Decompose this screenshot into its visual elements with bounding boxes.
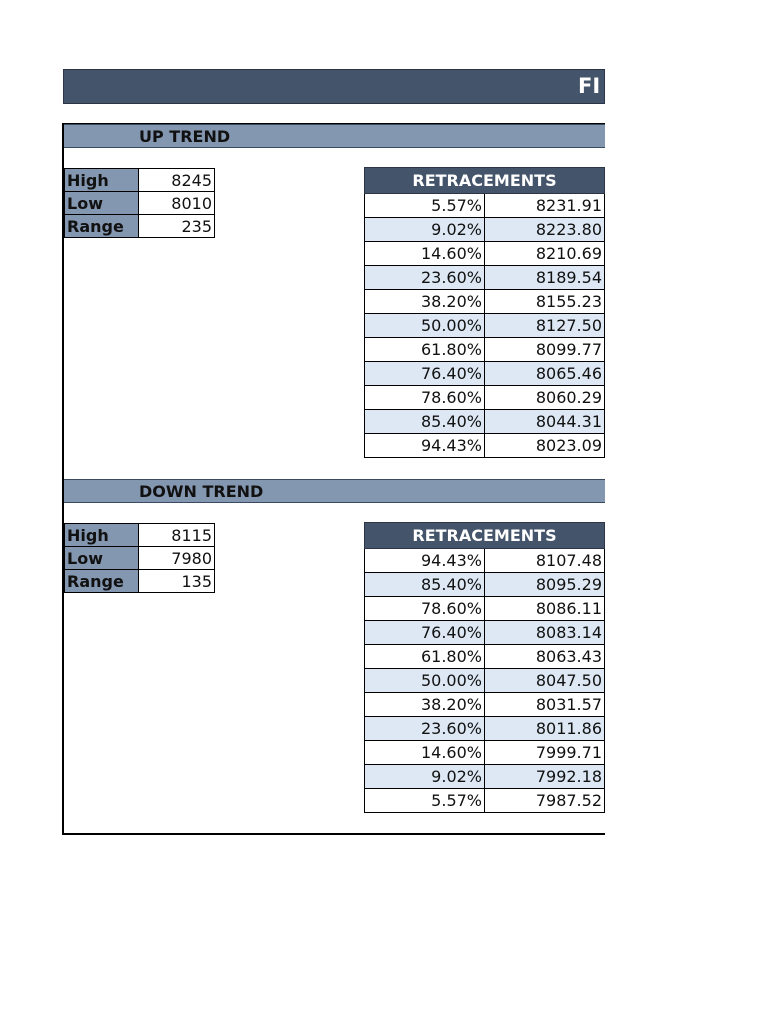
retracement-percent-cell[interactable]: 94.43% — [365, 434, 485, 458]
retracement-value-cell[interactable]: 8231.91 — [485, 194, 605, 218]
retracement-value-cell[interactable]: 8063.43 — [485, 645, 605, 669]
retracement-percent-cell[interactable]: 23.60% — [365, 266, 485, 290]
retracement-percent-cell[interactable]: 5.57% — [365, 789, 485, 813]
sheet-title: FI — [578, 74, 601, 98]
retracement-row — [365, 765, 605, 789]
retracement-row — [365, 242, 605, 266]
down-trend-range-row — [65, 570, 215, 593]
down-high-value[interactable]: 8115 — [139, 524, 215, 547]
up-trend-section-bar — [64, 124, 605, 148]
retracement-percent-cell[interactable]: 78.60% — [365, 386, 485, 410]
down-trend-label: DOWN TREND — [139, 482, 264, 501]
retracement-row — [365, 410, 605, 434]
retracement-value-cell[interactable]: 8044.31 — [485, 410, 605, 434]
down-trend-high-low-table — [64, 523, 215, 593]
retracement-percent-cell[interactable]: 9.02% — [365, 765, 485, 789]
retracement-percent-cell[interactable]: 85.40% — [365, 410, 485, 434]
retracement-row — [365, 693, 605, 717]
retracement-row — [365, 621, 605, 645]
retracement-row — [365, 597, 605, 621]
down-retracements-body — [365, 549, 605, 813]
retracement-value-cell[interactable]: 7999.71 — [485, 741, 605, 765]
retracement-value-cell[interactable]: 8083.14 — [485, 621, 605, 645]
up-trend-low-row — [65, 192, 215, 215]
down-low-label: Low — [65, 547, 139, 570]
retracement-percent-cell[interactable]: 23.60% — [365, 717, 485, 741]
retracement-row — [365, 645, 605, 669]
up-high-value[interactable]: 8245 — [139, 169, 215, 192]
retracement-value-cell[interactable]: 8031.57 — [485, 693, 605, 717]
up-range-value[interactable]: 235 — [139, 215, 215, 238]
up-trend-label: UP TREND — [139, 127, 231, 146]
retracement-value-cell[interactable]: 8210.69 — [485, 242, 605, 266]
retracement-percent-cell[interactable]: 78.60% — [365, 597, 485, 621]
down-trend-retracements-table — [364, 522, 605, 813]
retracement-value-cell[interactable]: 8189.54 — [485, 266, 605, 290]
title-bar — [63, 69, 605, 104]
retracement-value-cell[interactable]: 8127.50 — [485, 314, 605, 338]
retracement-row — [365, 573, 605, 597]
retracement-percent-cell[interactable]: 14.60% — [365, 741, 485, 765]
retracement-percent-cell[interactable]: 50.00% — [365, 669, 485, 693]
retracement-row — [365, 218, 605, 242]
retracement-row — [365, 669, 605, 693]
retracement-percent-cell[interactable]: 85.40% — [365, 573, 485, 597]
retracement-percent-cell[interactable]: 76.40% — [365, 621, 485, 645]
retracement-value-cell[interactable]: 8099.77 — [485, 338, 605, 362]
retracement-percent-cell[interactable]: 50.00% — [365, 314, 485, 338]
retracement-percent-cell[interactable]: 5.57% — [365, 194, 485, 218]
up-trend-range-row — [65, 215, 215, 238]
down-trend-section-bar — [64, 479, 605, 503]
retracement-percent-cell[interactable]: 61.80% — [365, 338, 485, 362]
retracement-row — [365, 362, 605, 386]
retracement-value-cell[interactable]: 7992.18 — [485, 765, 605, 789]
retracement-value-cell[interactable]: 8095.29 — [485, 573, 605, 597]
up-retracements-header: RETRACEMENTS — [365, 168, 605, 194]
retracement-value-cell[interactable]: 8086.11 — [485, 597, 605, 621]
up-range-label: Range — [65, 215, 139, 238]
retracement-percent-cell[interactable]: 9.02% — [365, 218, 485, 242]
retracement-value-cell[interactable]: 8223.80 — [485, 218, 605, 242]
retracement-percent-cell[interactable]: 94.43% — [365, 549, 485, 573]
retracement-percent-cell[interactable]: 38.20% — [365, 693, 485, 717]
up-low-label: Low — [65, 192, 139, 215]
retracement-value-cell[interactable]: 8023.09 — [485, 434, 605, 458]
down-trend-high-row — [65, 524, 215, 547]
retracement-value-cell[interactable]: 8047.50 — [485, 669, 605, 693]
up-trend-retracements-table — [364, 167, 605, 458]
retracement-value-cell[interactable]: 8155.23 — [485, 290, 605, 314]
retracement-percent-cell[interactable]: 14.60% — [365, 242, 485, 266]
retracement-row — [365, 549, 605, 573]
up-retracements-body — [365, 194, 605, 458]
retracement-percent-cell[interactable]: 38.20% — [365, 290, 485, 314]
retracement-value-cell[interactable]: 8011.86 — [485, 717, 605, 741]
up-low-value[interactable]: 8010 — [139, 192, 215, 215]
retracement-row — [365, 290, 605, 314]
down-trend-low-row — [65, 547, 215, 570]
retracement-percent-cell[interactable]: 61.80% — [365, 645, 485, 669]
retracement-row — [365, 194, 605, 218]
up-trend-high-low-table — [64, 168, 215, 238]
down-retracements-header: RETRACEMENTS — [365, 523, 605, 549]
retracement-value-cell[interactable]: 8060.29 — [485, 386, 605, 410]
retracement-value-cell[interactable]: 8107.48 — [485, 549, 605, 573]
retracement-percent-cell[interactable]: 76.40% — [365, 362, 485, 386]
down-range-value[interactable]: 135 — [139, 570, 215, 593]
retracement-row — [365, 266, 605, 290]
retracement-row — [365, 434, 605, 458]
retracement-row — [365, 789, 605, 813]
retracement-row — [365, 314, 605, 338]
up-high-label: High — [65, 169, 139, 192]
up-trend-high-row — [65, 169, 215, 192]
retracement-value-cell[interactable]: 7987.52 — [485, 789, 605, 813]
retracement-row — [365, 338, 605, 362]
retracement-row — [365, 386, 605, 410]
retracement-row — [365, 741, 605, 765]
down-low-value[interactable]: 7980 — [139, 547, 215, 570]
retracement-value-cell[interactable]: 8065.46 — [485, 362, 605, 386]
retracement-row — [365, 717, 605, 741]
down-range-label: Range — [65, 570, 139, 593]
down-high-label: High — [65, 524, 139, 547]
